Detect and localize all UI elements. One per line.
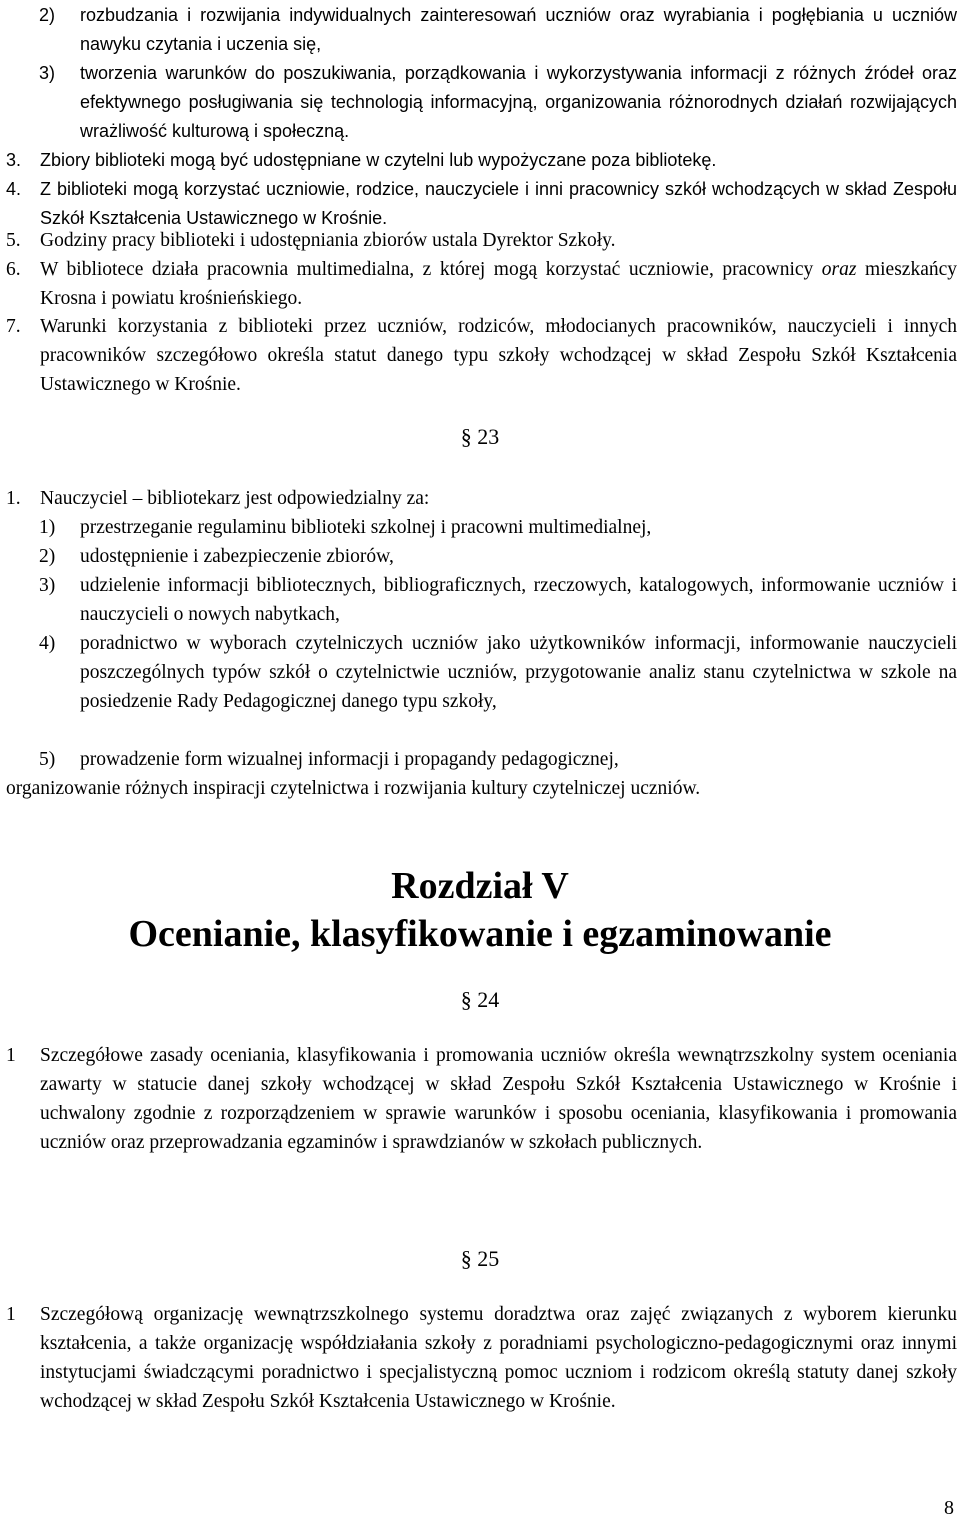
point-text-part: W bibliotece działa pracownia multimedialna, z której mogą korzystać uczniowie, pracownicy [40, 259, 822, 280]
list-item-number: 3) [39, 63, 56, 83]
section-paragraph [6, 1041, 957, 1157]
section-paragraph [6, 1300, 957, 1416]
numbered-point [6, 312, 957, 399]
point-text: Z biblioteki mogą korzystać uczniowie, rodzice, nauczyciele i inni pracownicy szkół wchodzących w skład Zespołu Szkół Kształcenia Ustawicznego w Krośnie. [40, 179, 957, 228]
section-heading-23: § 23 [460, 424, 500, 449]
chapter-title: Ocenianie, klasyfikowanie i egzaminowanie [128, 913, 832, 955]
numbered-point [6, 146, 957, 175]
list-item [39, 513, 957, 542]
point-text [40, 255, 957, 313]
list-item-number: 4) [39, 633, 56, 654]
paragraph-number: 1 [6, 1304, 16, 1325]
numbered-point [6, 226, 957, 255]
point-number: 4. [6, 179, 22, 199]
list-item-number: 2) [39, 546, 56, 567]
point-text: Zbiory biblioteki mogą być udostępniane w czytelni lub wypożyczane poza bibliotekę. [40, 150, 717, 170]
point-text: Godziny pracy biblioteki i udostępniania zbiorów ustala Dyrektor Szkoły. [40, 230, 616, 251]
list-item-text: rozbudzania i rozwijania indywidualnych zainteresowań uczniów oraz wyrabiania i pogłębiania u uczniów nawyku czytania i uczenia się, [80, 5, 957, 54]
page-number: 8 [944, 1497, 954, 1519]
list-item-text: udzielenie informacji bibliotecznych, bibliograficznych, rzeczowych, katalogowych, informowanie uczniów i nauczycieli o nowych nabytkach, [80, 575, 957, 625]
list-item-number: 3) [39, 575, 56, 596]
closing-line: organizowanie różnych inspiracji czytelnictwa i rozwijania kultury czytelniczej uczniów. [6, 778, 701, 799]
point-number: 6. [6, 259, 21, 280]
list-item [39, 1, 957, 59]
numbered-point [6, 255, 957, 313]
paragraph-number: 1 [6, 1045, 16, 1066]
chapter-number: Rozdział V [391, 865, 569, 907]
list-item-text: udostępnienie i zabezpieczenie zbiorów, [80, 546, 394, 567]
point-number: 5. [6, 230, 21, 251]
list-item-number: 2) [39, 5, 56, 25]
section-heading-24: § 24 [460, 987, 500, 1012]
point-text-part: mieszkańcy Krosna i powiatu krośnieńskiego. [40, 259, 958, 309]
list-item-text: prowadzenie form wizualnej informacji i propagandy pedagogicznej, [80, 749, 619, 770]
point-text: Warunki korzystania z biblioteki przez uczniów, rodziców, młodocianych pracowników, nauczycieli i innych pracowników szczegółowo określa statut danego typu szkoły wchodzącej w skład Zespołu Szkół Kształcenia Ustawicznego w Krośnie. [40, 316, 957, 395]
list-item [39, 745, 957, 774]
list-item-number: 5) [39, 749, 56, 770]
list-item-number: 1) [39, 517, 56, 538]
list-item-text: tworzenia warunków do poszukiwania, porządkowania i wykorzystywania informacji z różnych źródeł oraz efektywnego posługiwania się technologią informacyjną, organizowania różnorodnych działań rozwijających wrażliwość kulturową i społeczną. [80, 63, 957, 141]
list-item [39, 629, 957, 716]
paragraph-text: Szczegółowe zasady oceniania, klasyfikowania i promowania uczniów określa wewnątrzszkolny system oceniania zawarty w statucie danej szkoły wchodzącej w skład Zespołu Szkół Kształcenia Ustawicznego w Krośnie i uchwalony zgodnie z rozporządzeniem w sprawie warunków i sposobu oceniania, klasyfikowania i promowania uczniów oraz przeprowadzania egzaminów i sprawdzianów w szkołach publicznych. [40, 1045, 957, 1153]
section-heading-25: § 25 [460, 1246, 500, 1271]
point-text: Nauczyciel – bibliotekarz jest odpowiedzialny za: [40, 488, 430, 509]
numbered-point [6, 175, 957, 233]
list-item [39, 571, 957, 629]
list-item-text: poradnictwo w wyborach czytelniczych uczniów jako użytkowników informacji, informowanie nauczycieli poszczególnych typów szkół o czytelnictwie uczniów, przygotowanie analiz stanu czytelnictwa w szkole na posiedzenie Rady Pedagogicznej danego typu szkoły, [80, 633, 957, 712]
list-item [39, 542, 957, 571]
list-item [39, 59, 957, 146]
paragraph-text: Szczegółową organizację wewnątrzszkolnego systemu doradztwa oraz zajęć związanych z wyborem kierunku kształcenia, a także organizację współdziałania szkoły z poradniami psychologiczno-pedagogicznymi oraz innymi instytucjami świadczącymi poradnictwo i specjalistyczną pomoc uczniom i rodzicom określą statuty danej szkoły wchodzącej w skład Zespołu Szkół Kształcenia Ustawicznego w Krośnie. [40, 1304, 957, 1412]
numbered-point [6, 484, 957, 513]
list-item-text: przestrzeganie regulaminu biblioteki szkolnej i pracowni multimedialnej, [80, 517, 652, 538]
point-text-italic: oraz [821, 259, 857, 280]
point-number: 1. [6, 488, 21, 509]
point-number: 7. [6, 316, 21, 337]
point-number: 3. [6, 150, 22, 170]
